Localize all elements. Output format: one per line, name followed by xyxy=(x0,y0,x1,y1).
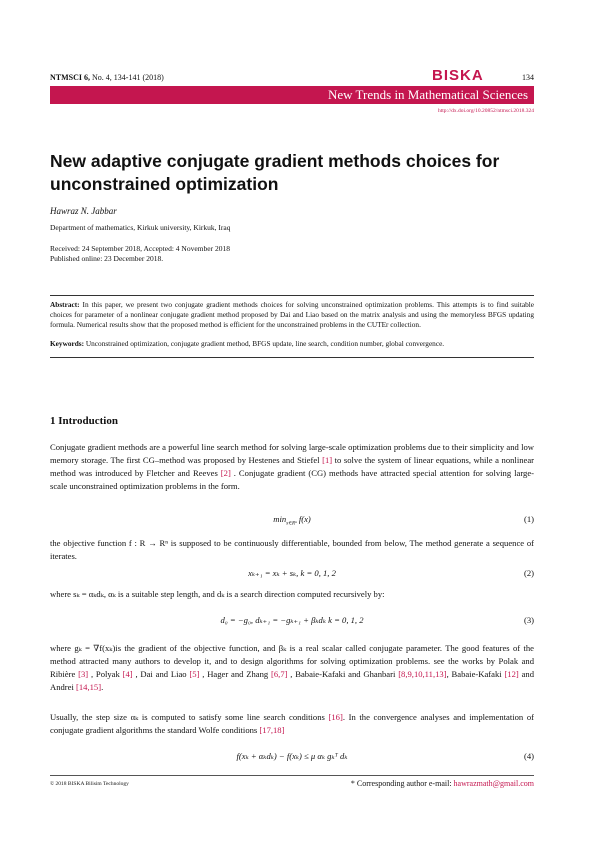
equation-4 xyxy=(50,751,534,765)
paragraph-2: the objective function f : R → Rⁿ is supposed to be continuously differentiable, bounded from below, The method generate a sequence of iterates. xyxy=(50,538,534,561)
text: , Hager and Zhang xyxy=(199,669,272,679)
citation-link[interactable]: [6,7] xyxy=(271,669,288,679)
text: . Conjugate gradient (CG) methods have attracted special attention for solving large-scale unconstrained optimization problems in the form. xyxy=(50,468,535,491)
journal-volume: NTMSCI 6, xyxy=(50,73,91,82)
page-number: 134 xyxy=(522,73,534,82)
affiliation: Department of mathematics, Kirkuk university, Kirkuk, Iraq xyxy=(50,223,231,232)
abstract-label: Abstract: xyxy=(50,300,80,309)
received-accepted: Received: 24 September 2018, Accepted: 4 November 2018 xyxy=(50,244,230,253)
citation-link[interactable]: [17,18] xyxy=(259,725,285,735)
published-online: Published online: 23 December 2018. xyxy=(50,254,164,263)
text: . In the convergence analyses and implementation of conjugate gradient algorithms the standard Wolfe conditions xyxy=(50,712,534,735)
author-name: Hawraz N. Jabbar xyxy=(50,206,117,216)
text: Conjugate gradient methods are a powerful line search method for solving large-scale optimization problems due to their simplicity and low memory storage. The first CG–method was proposed by Hestenes and Stiefel xyxy=(50,442,534,465)
eq-subscript: x∈Rⁿ xyxy=(286,521,297,527)
eq-text: min xyxy=(273,514,287,524)
equation-number: (4) xyxy=(523,751,534,761)
text: , Babaie-Kafaki and Ghanbari xyxy=(287,669,399,679)
equation-number: (2) xyxy=(523,568,534,578)
copyright: © 2018 BISKA Bilisim Technology xyxy=(50,781,129,787)
paragraph-3: where sₖ = αₖdₖ, αₖ is a suitable step length, and dₖ is a search direction computed recursively by: xyxy=(50,589,385,599)
citation-link[interactable]: [1] xyxy=(322,455,333,465)
text: and Andrei xyxy=(50,669,534,692)
section-heading: 1 Introduction xyxy=(50,415,118,427)
text: . xyxy=(101,682,104,692)
logo-text: BISKA xyxy=(432,67,484,84)
author-email-link[interactable]: hawrazmath@gmail.com xyxy=(453,779,534,788)
eq-text: xₖ₊₁ = xₖ + sₖ, k = 0, 1, 2 xyxy=(248,568,336,578)
eq-text: f(xₖ + αₖdₖ) − f(xₖ) ≤ μ αₖ gₖᵀ dₖ xyxy=(236,751,348,761)
keywords-text: Unconstrained optimization, conjugate gradient method, BFGS update, line search, condition number, global convergence. xyxy=(84,338,445,348)
text: , Polyak xyxy=(88,669,123,679)
citation-link[interactable]: [3] xyxy=(78,669,89,679)
equation-number: (1) xyxy=(523,514,534,524)
article-title: New adaptive conjugate gradient methods choices for unconstrained optimization xyxy=(50,151,500,194)
eq-text: d₀ = −g₀, dₖ₊₁ = −gₖ₊₁ + βₖdₖ k = 0, 1, 2 xyxy=(220,615,364,625)
corresponding-author xyxy=(330,779,534,788)
citation-link[interactable]: [14,15] xyxy=(76,682,102,692)
abstract xyxy=(50,300,534,331)
keywords xyxy=(50,339,534,358)
citation-link[interactable]: [4] xyxy=(122,669,133,679)
abstract-text: In this paper, we present two conjugate gradient methods choices for solving unconstrained optimization problems. This attempts is to find suitable choices for parameter of a nonlinear conjugate gradient method proposed by Dai and Liao based on the matrix analysis and using the memoryless BFGS updating formula. Numerical results show that the proposed method is efficient for the unconstrained problems in the CUTEr collection. xyxy=(50,300,534,330)
doi-link[interactable]: http://dx.doi.org/10.20852/ntmsci.2018.324 xyxy=(438,108,534,114)
text: Usually, the step size αₖ is computed to satisfy some line search conditions xyxy=(50,712,329,722)
keywords-label: Keywords: xyxy=(50,338,85,348)
text: to solve the system of linear equations, while a nonlinear method was introduced by Fletcher and Reeves xyxy=(50,455,534,478)
journal-name: New Trends in Mathematical Sciences xyxy=(327,87,528,102)
citation-link[interactable]: [12] xyxy=(504,669,519,679)
paragraph-4 xyxy=(50,642,534,694)
footer-divider xyxy=(50,775,534,776)
equation-1 xyxy=(50,514,534,528)
equation-number: (3) xyxy=(523,615,534,625)
citation-link[interactable]: [8,9,10,11,13] xyxy=(398,669,447,679)
corr-label: * Corresponding author e-mail: xyxy=(350,779,454,788)
text: where gₖ = ∇f(xₖ)is the gradient of the objective function, and βₖ is a real scalar called conjugate parameter. The good features of the method attracted many authors to develop it, and to design algorithms for solving optimization problems. see the works by Polak and Ribière xyxy=(50,643,534,679)
citation-link[interactable]: [16] xyxy=(328,712,343,722)
paragraph-1 xyxy=(50,441,534,493)
journal-reference xyxy=(50,73,164,82)
text: , Dai and Liao xyxy=(132,669,190,679)
equation-3 xyxy=(50,615,534,629)
citation-link[interactable]: [5] xyxy=(189,669,200,679)
equation-2 xyxy=(50,568,534,582)
journal-issue-pages: No. 4, 134-141 (2018) xyxy=(90,73,164,82)
eq-text: f(x) xyxy=(296,514,311,524)
paragraph-5 xyxy=(50,711,534,737)
biska-logo xyxy=(432,68,502,84)
citation-link[interactable]: [2] xyxy=(220,468,231,478)
journal-banner xyxy=(50,86,534,104)
abstract-section xyxy=(50,295,534,358)
text: , Babaie-Kafaki xyxy=(446,669,505,679)
publication-dates xyxy=(50,244,230,264)
